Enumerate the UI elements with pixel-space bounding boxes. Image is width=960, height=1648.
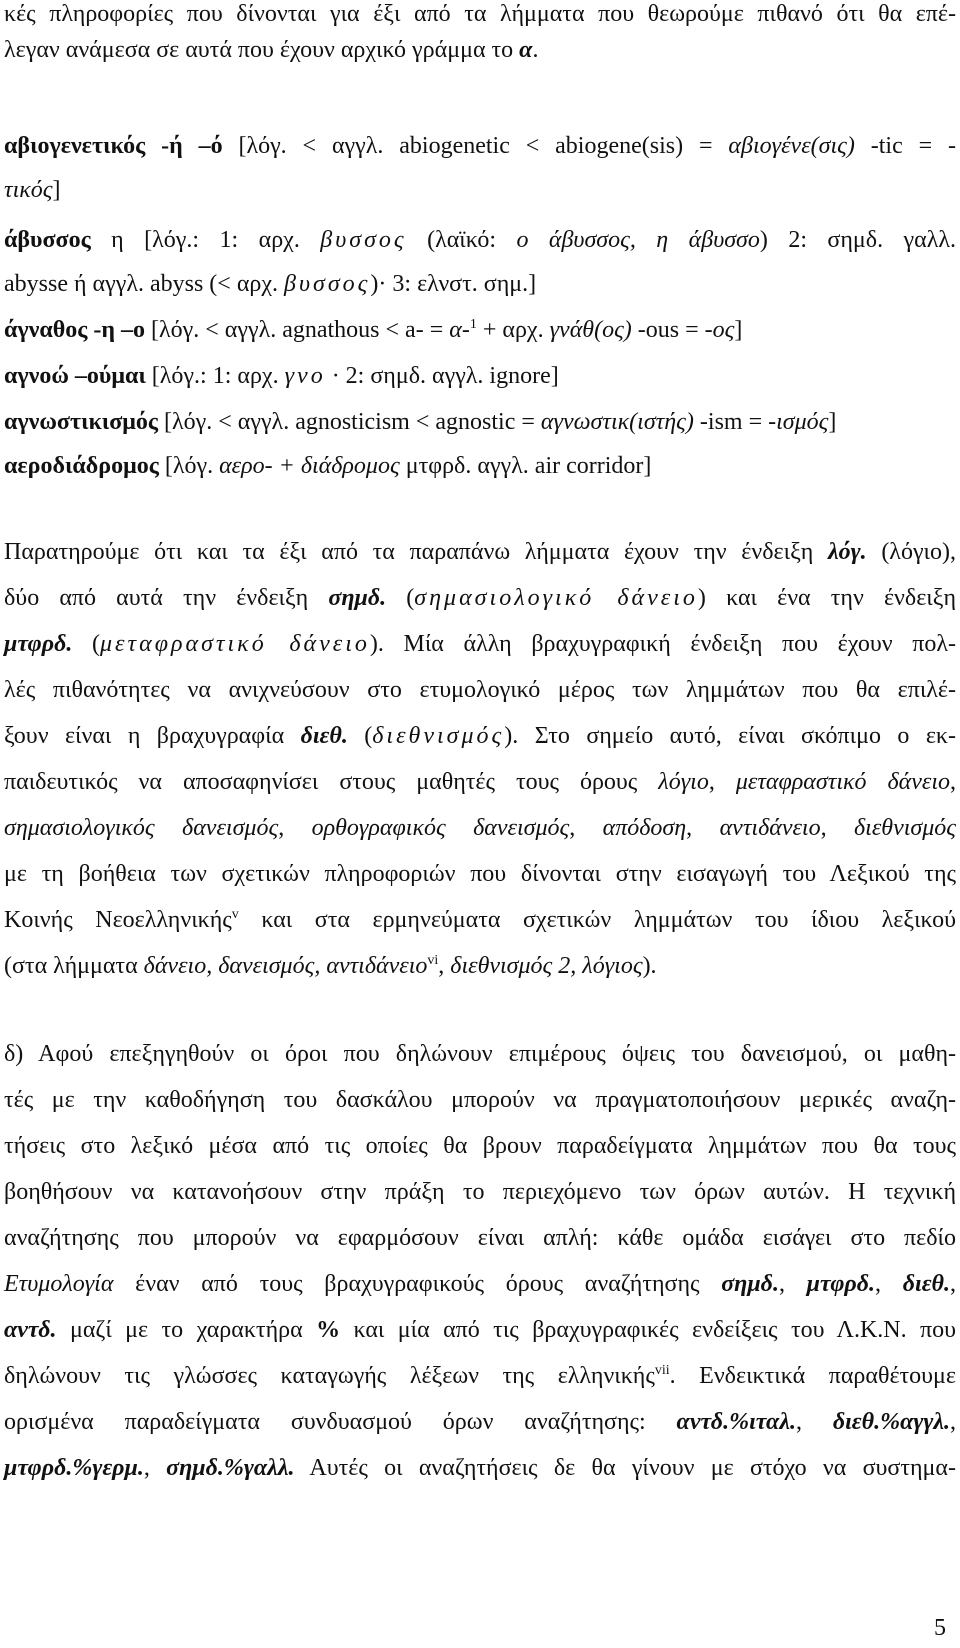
endnote-marker: vii (654, 1363, 670, 1378)
headword: αγνωστικισμός (4, 409, 158, 435)
para1-line-9: Κοινής Νεοελληνικής$^v$ και στα ερμηνεύματα σχετικών λημμάτων του ίδιου λεξικού (4, 907, 956, 933)
para1-line-8: με τη βοήθεια των σχετικών πληροφοριών που δίνονται στην εισαγωγή του Λεξικού της (4, 861, 956, 887)
entry-abiogenetikos: αβιογενετικός -ή –ό [λόγ. < αγγλ. abiogenetic < abiogene(sis) = αβιογένε(σις) -tic = - (4, 133, 957, 159)
para1-line-10: (στα λήμματα δάνειο, δανεισμός, αντιδάνειο$^{vi}$, διεθνισμός 2, λόγιος). (4, 953, 657, 979)
intro-line-2: λεγαν ανάμεσα σε αυτά που έχουν αρχικό γράμμα το α. (4, 37, 539, 63)
alpha-letter: α (519, 37, 533, 63)
intro-line-1: κές πληροφορίες που δίνονται για έξι από τα λήμματα που θεωρούμε πιθανό ότι θα επέ- (4, 1, 956, 27)
para2-line-3: τήσεις στο λεξικό μέσα από τις οποίες θα βρουν παραδείγματα λημμάτων που θα τους (4, 1133, 956, 1159)
para2-line-6: Ετυμολογία έναν από τους βραχυγραφικούς όρους αναζήτησης σημδ., μτφρδ., διεθ., (4, 1271, 956, 1297)
para1-line-5: ξουν είναι η βραχυγραφία διεθ. (διεθνισμός). Στο σημείο αυτό, είναι σκόπιμο ο εκ- (4, 723, 956, 749)
headword: αγνοώ –ούμαι (4, 363, 146, 389)
entry-agnoo: αγνοώ –ούμαι [λόγ.: 1: αρχ. γνο · 2: σημδ. αγγλ. ignore] (4, 363, 559, 389)
para2-line-2: τές με την καθοδήγηση του δασκάλου μπορούν να πραγματοποιήσουν μερικές αναζη- (4, 1087, 956, 1113)
para1-line-6: παιδευτικός να αποσαφηνίσει στους μαθητές τους όρους λόγιο, μεταφραστικό δάνειο, (4, 769, 957, 795)
superscript: 1 (469, 317, 477, 332)
headword: άγναθος -η –ο (4, 317, 146, 343)
entry-abiogenetikos-cont: τικός] (4, 177, 61, 203)
para1-line-4: λές πιθανότητες να ανιχνεύσουν στο ετυμολογικό μέρος των λημμάτων που θα επιλέ- (4, 677, 956, 703)
entry-aerodiadromos: αεροδιάδρομος [λόγ. αερο- + διάδρομος μτφρδ. αγγλ. air corridor] (4, 453, 652, 479)
para2-line-8: δηλώνουν τις γλώσσες καταγωγής λέξεων της ελληνικής$^{vii}$. Ενδεικτικά παραθέτουμε (4, 1363, 956, 1389)
para2-line-5: αναζήτησης που μπορούν να εφαρμόσουν είναι απλή: κάθε ομάδα εισάγει στο πεδίο (4, 1225, 956, 1251)
para2-line-1: δ) Αφού επεξηγηθούν οι όροι που δηλώνουν επιμέρους όψεις του δανεισμού, οι μαθη- (4, 1041, 956, 1067)
entry-agnathos: άγναθος -η –ο [λόγ. < αγγλ. agnathous < a- = α-$^1$ + αρχ. γνάθ(ος) -ous = -ος] (4, 317, 743, 343)
para1-line-3: μτφρδ. (μεταφραστικό δάνειο). Μία άλλη βραχυγραφική ένδειξη που έχουν πολ- (4, 631, 956, 657)
endnote-marker: vi (427, 953, 439, 968)
para2-line-9: ορισμένα παραδείγματα συνδυασμού όρων αναζήτησης: αντδ.%ιταλ., διεθ.%αγγλ., (4, 1409, 956, 1435)
para2-line-10: μτφρδ.%γερμ., σημδ.%γαλλ. Αυτές οι αναζητήσεις δε θα γίνουν με στόχο να συστημα- (4, 1455, 956, 1481)
para2-line-4: βοηθήσουν να κατανοήσουν στην πράξη το περιεχόμενο των όρων αυτών. Η τεχνική (4, 1179, 956, 1205)
para1-line-1: Παρατηρούμε ότι και τα έξι από τα παραπάνω λήμματα έχουν την ένδειξη λόγ. (λόγιο), (4, 539, 956, 565)
entry-abyssos: άβυσσος η [λόγ.: 1: αρχ. βυσσος (λαϊκό: ο άβυσσος, η άβυσσο) 2: σημδ. γαλλ. (4, 227, 956, 253)
endnote-marker: v (231, 907, 239, 922)
entry-abyssos-cont: abysse ή αγγλ. abyss (< αρχ. βυσσος)· 3: ελνστ. σημ.] (4, 271, 537, 297)
headword: άβυσσος (4, 227, 91, 253)
page-number: 5 (934, 1615, 946, 1641)
para1-line-2: δύο από αυτά την ένδειξη σημδ. (σημασιολογικό δάνειο) και ένα την ένδειξη (4, 585, 957, 611)
headword: αεροδιάδρομος (4, 453, 159, 479)
entry-agnostikismos: αγνωστικισμός [λόγ. < αγγλ. agnosticism < agnostic = αγνωστικ(ιστής) -ism = -ισμός] (4, 409, 837, 435)
headword: αβιογενετικός -ή –ό (4, 133, 223, 159)
para2-line-7: αντδ. μαζί με το χαρακτήρα % και μία από τις βραχυγραφικές ενδείξεις του Λ.Κ.Ν. που (4, 1317, 957, 1343)
para1-line-7: σημασιολογικός δανεισμός, ορθογραφικός δανεισμός, απόδοση, αντιδάνειο, διεθνισμός (4, 815, 957, 841)
